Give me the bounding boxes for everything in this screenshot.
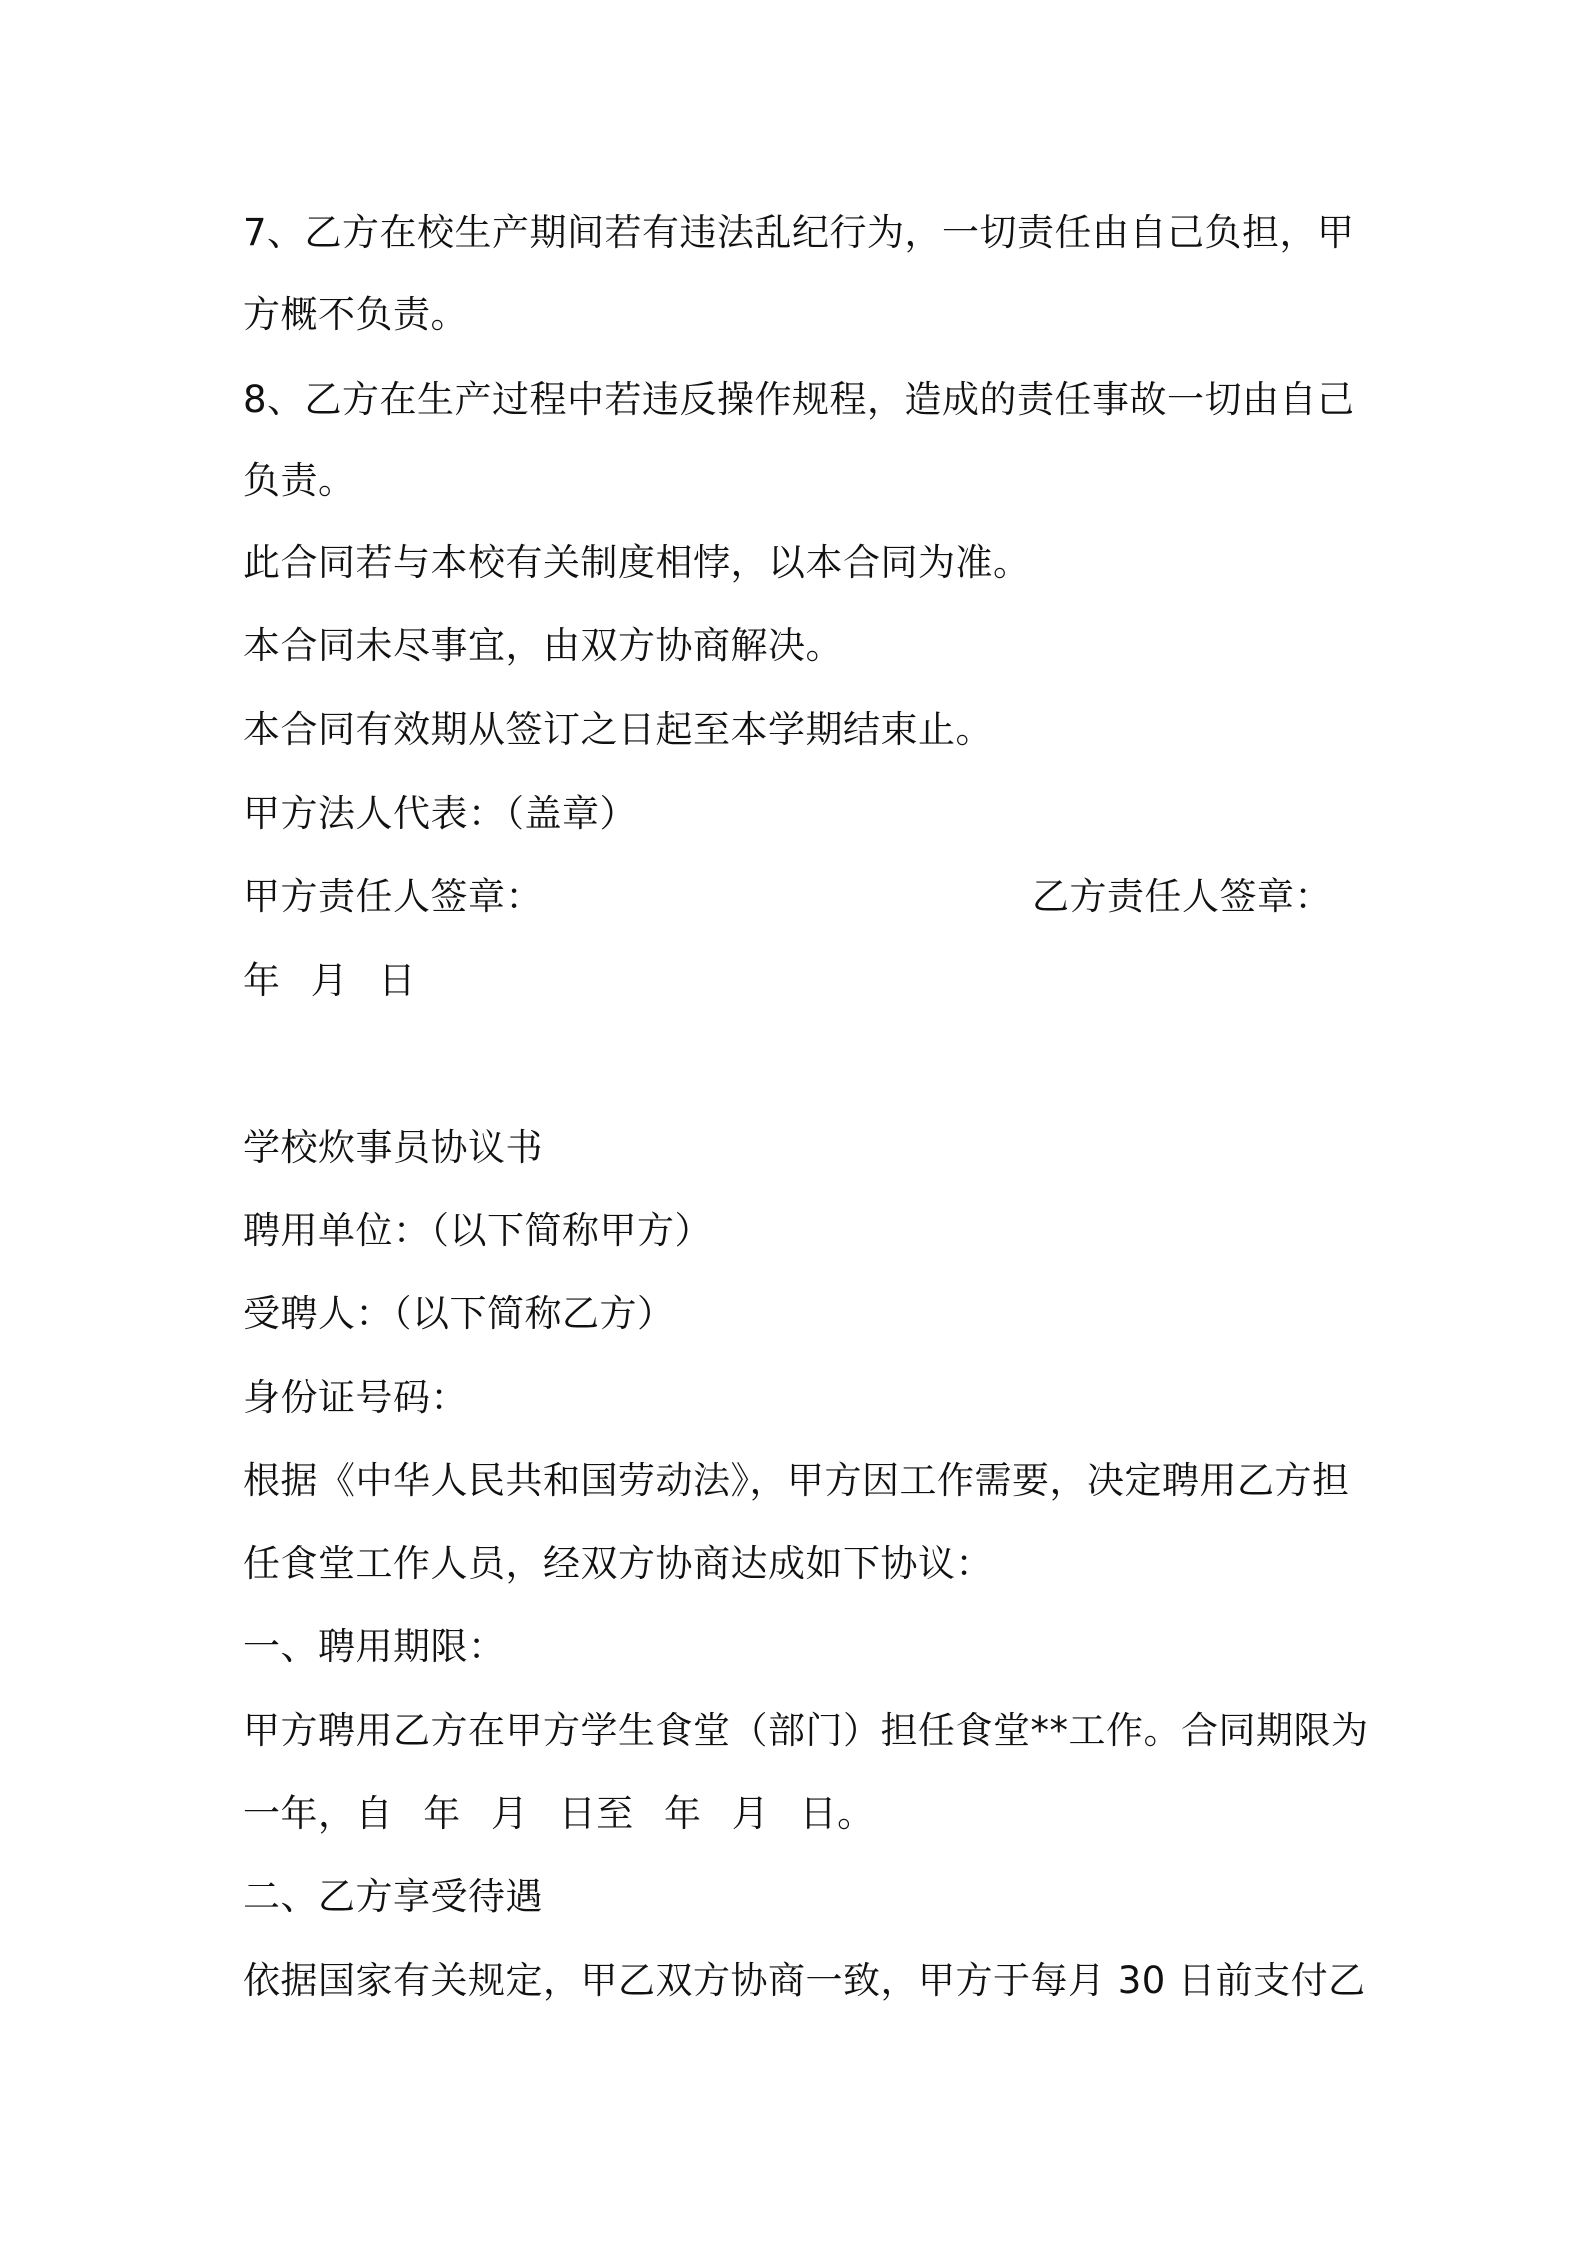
preamble-line-2: 任食堂工作人员，经双方协商达成如下协议： <box>243 1542 993 1585</box>
party-b-signer: 乙方责任人签章： <box>1032 875 1332 918</box>
section-2-line-1: 依据国家有关规定，甲乙双方协商一致，甲方于每月 30 日前支付乙 <box>243 1959 1366 2002</box>
section-1-line-1: 甲方聘用乙方在甲方学生食堂（部门）担任食堂**工作。合同期限为 <box>243 1709 1369 1752</box>
closing-validity: 本合同有效期从签订之日起至本学期结束止。 <box>243 708 993 751</box>
employer-line: 聘用单位：（以下简称甲方） <box>243 1209 712 1252</box>
section-1-line-2: 一年，自 年 月 日至 年 月 日。 <box>243 1792 875 1835</box>
section-1-heading: 一、聘用期限： <box>243 1625 506 1668</box>
id-number-line: 身份证号码： <box>243 1376 468 1419</box>
clause-7-line-1: 7、乙方在校生产期间若有违法乱纪行为，一切责任由自己负担，甲 <box>243 211 1355 254</box>
clause-8-line-1: 8、乙方在生产过程中若违反操作规程，造成的责任事故一切由自己 <box>243 378 1355 421</box>
party-a-signer: 甲方责任人签章： <box>243 875 543 918</box>
employee-line: 受聘人：（以下简称乙方） <box>243 1292 675 1335</box>
preamble-line-1: 根据《中华人民共和国劳动法》，甲方因工作需要，决定聘用乙方担 <box>243 1459 1350 1502</box>
closing-precedence: 此合同若与本校有关制度相悖，以本合同为准。 <box>243 541 1031 584</box>
clause-7-line-2: 方概不负责。 <box>243 293 468 336</box>
section-2-heading: 二、乙方享受待遇 <box>243 1875 543 1918</box>
signature-date: 年 月 日 <box>243 959 417 1002</box>
second-agreement-title: 学校炊事员协议书 <box>243 1126 543 1169</box>
clause-8-line-2: 负责。 <box>243 459 356 502</box>
closing-unresolved: 本合同未尽事宜，由双方协商解决。 <box>243 624 843 667</box>
party-a-legal-rep: 甲方法人代表：（盖章） <box>243 792 637 835</box>
